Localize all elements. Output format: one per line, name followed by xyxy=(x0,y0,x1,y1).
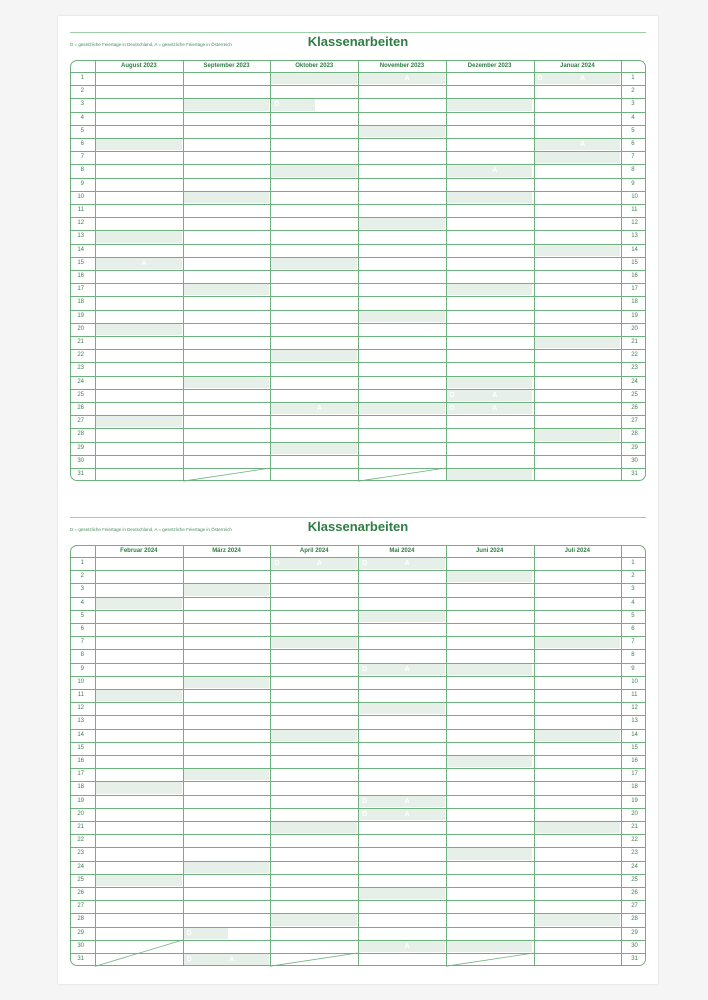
day-number-left: 2 xyxy=(80,573,84,580)
weekend-cell xyxy=(271,350,357,361)
month-header: Januar 2024 xyxy=(559,63,595,69)
day-number-left: 28 xyxy=(77,916,84,923)
day-number-right: 17 xyxy=(631,771,638,778)
holiday-mark: A xyxy=(492,167,498,175)
day-number-left: 7 xyxy=(80,639,84,646)
day-number-left: 10 xyxy=(77,678,84,685)
day-number-right: 2 xyxy=(631,573,635,580)
day-number-right: 24 xyxy=(631,378,638,385)
day-number-left: 25 xyxy=(77,876,84,883)
day-number-left: 20 xyxy=(77,325,84,332)
column-divider xyxy=(270,60,271,481)
weekend-cell xyxy=(271,637,357,648)
holiday-mark: A xyxy=(229,956,235,963)
day-number-left: 21 xyxy=(77,824,84,830)
page-title: Klassenarbeiten xyxy=(307,519,409,534)
day-number-left: 19 xyxy=(77,797,84,804)
day-number-left: 25 xyxy=(77,391,84,398)
invalid-day-strike xyxy=(358,468,446,481)
day-number-right: 20 xyxy=(631,325,638,332)
month-header: Juni 2024 xyxy=(475,548,504,554)
day-number-left: 31 xyxy=(77,956,84,962)
day-number-right: 19 xyxy=(631,797,638,804)
weekend-cell xyxy=(271,165,357,176)
holiday-mark: A xyxy=(404,942,410,950)
weekend-cell xyxy=(184,862,270,873)
weekend-cell xyxy=(535,637,621,648)
planner-section-second-half xyxy=(70,517,646,987)
weekend-cell xyxy=(535,245,621,256)
weekend-cell xyxy=(96,416,182,427)
weekend-cell xyxy=(96,324,182,335)
column-divider xyxy=(95,60,96,481)
day-number-right: 27 xyxy=(631,903,638,910)
weekend-cell xyxy=(447,377,533,388)
day-number-right: 11 xyxy=(631,692,638,698)
holiday-cell xyxy=(535,139,621,150)
day-number-left: 31 xyxy=(77,471,84,477)
day-number-right: 8 xyxy=(631,652,635,659)
weekend-cell xyxy=(447,284,533,295)
weekend-cell xyxy=(271,730,357,741)
day-number-right: 25 xyxy=(631,876,638,883)
day-number-left: 30 xyxy=(77,457,84,464)
holiday-mark: A xyxy=(404,75,410,82)
day-number-left: 15 xyxy=(77,744,84,751)
day-number-right: 5 xyxy=(631,127,635,134)
weekend-cell xyxy=(184,677,270,688)
weekend-cell xyxy=(184,192,270,203)
day-number-right: 1 xyxy=(631,560,635,566)
day-number-right: 26 xyxy=(631,890,638,896)
column-divider xyxy=(183,60,184,481)
weekend-cell xyxy=(447,941,533,952)
month-header: März 2024 xyxy=(212,548,241,554)
holiday-cell xyxy=(359,664,445,675)
day-number-left: 27 xyxy=(77,418,84,425)
day-number-right: 31 xyxy=(631,471,638,477)
day-number-left: 26 xyxy=(77,890,84,896)
day-number-right: 1 xyxy=(631,75,635,81)
day-number-left: 26 xyxy=(77,405,84,411)
weekend-cell xyxy=(535,730,621,741)
day-number-left: 28 xyxy=(77,431,84,438)
day-number-left: 22 xyxy=(77,837,84,844)
day-number-right: 13 xyxy=(631,718,638,725)
day-number-left: 11 xyxy=(77,207,84,213)
strike-line xyxy=(95,940,183,966)
holiday-cell xyxy=(359,796,445,807)
planner-section-first-half xyxy=(70,32,646,502)
day-number-left: 14 xyxy=(77,246,84,253)
column-divider xyxy=(446,60,447,481)
day-number-right: 2 xyxy=(631,88,635,95)
holiday-cell xyxy=(535,73,621,84)
holiday-mark: A xyxy=(404,560,410,567)
day-number-left: 11 xyxy=(77,692,84,698)
day-number-right: 23 xyxy=(631,850,638,857)
day-number-left: 1 xyxy=(80,560,84,566)
day-number-right: 15 xyxy=(631,259,638,266)
day-number-right: 12 xyxy=(631,220,638,227)
holiday-legend: D = gesetzliche Feiertage in Deutschland, A = gesetzliche Feiertage in Österreich xyxy=(70,527,232,532)
day-number-left: 13 xyxy=(77,233,84,240)
holiday-mark: D xyxy=(362,797,368,805)
day-number-left: 29 xyxy=(77,444,84,451)
day-number-left: 4 xyxy=(80,599,84,606)
day-number-right: 29 xyxy=(631,444,638,451)
month-header: Oktober 2023 xyxy=(295,63,334,69)
day-number-left: 6 xyxy=(80,626,84,632)
holiday-mark: A xyxy=(316,405,322,412)
planner-sheet xyxy=(58,16,658,984)
strike-line xyxy=(358,468,446,481)
day-number-left: 23 xyxy=(77,850,84,857)
day-number-right: 14 xyxy=(631,731,638,738)
day-number-left: 12 xyxy=(77,220,84,227)
day-number-left: 13 xyxy=(77,718,84,725)
month-header: August 2023 xyxy=(121,63,157,69)
column-divider xyxy=(446,545,447,966)
invalid-day-strike xyxy=(270,953,358,966)
weekend-cell xyxy=(447,571,533,582)
weekend-cell xyxy=(184,584,270,595)
day-number-right: 21 xyxy=(631,824,638,830)
weekend-cell xyxy=(359,611,445,622)
weekend-cell xyxy=(96,139,182,150)
holiday-mark: D xyxy=(537,75,543,82)
month-header: Juli 2024 xyxy=(564,548,591,554)
column-divider xyxy=(95,545,96,966)
day-number-right: 28 xyxy=(631,916,638,923)
day-number-right: 8 xyxy=(631,167,635,174)
day-number-right: 18 xyxy=(631,299,638,306)
weekend-cell xyxy=(359,218,445,229)
day-number-left: 9 xyxy=(80,180,84,187)
day-number-left: 17 xyxy=(77,771,84,778)
day-number-left: 24 xyxy=(77,378,84,385)
day-number-right: 25 xyxy=(631,391,638,398)
day-number-left: 30 xyxy=(77,942,84,949)
weekend-cell xyxy=(535,337,621,348)
weekend-cell xyxy=(96,598,182,609)
holiday-cell xyxy=(447,165,533,176)
strike-line xyxy=(183,468,271,481)
day-number-right: 28 xyxy=(631,431,638,438)
holiday-mark: A xyxy=(404,665,410,673)
month-header: September 2023 xyxy=(203,63,250,69)
holiday-mark: A xyxy=(316,560,322,567)
column-divider xyxy=(358,545,359,966)
day-number-left: 16 xyxy=(77,273,84,279)
day-number-left: 3 xyxy=(80,101,84,108)
top-rule xyxy=(70,517,646,518)
holiday-cell xyxy=(184,954,270,965)
day-number-left: 10 xyxy=(77,193,84,200)
holiday-cell xyxy=(271,403,357,414)
weekend-cell xyxy=(96,782,182,793)
month-header: Dezember 2023 xyxy=(467,63,512,69)
column-divider xyxy=(534,545,535,966)
weekend-cell xyxy=(96,875,182,886)
day-number-left: 3 xyxy=(80,586,84,593)
invalid-day-strike xyxy=(446,953,534,966)
day-number-right: 4 xyxy=(631,599,635,606)
day-number-right: 10 xyxy=(631,678,638,685)
day-number-left: 4 xyxy=(80,114,84,121)
day-number-right: 17 xyxy=(631,286,638,293)
day-number-right: 9 xyxy=(631,665,635,672)
day-number-right: 30 xyxy=(631,942,638,949)
calendar-table xyxy=(70,60,646,481)
weekend-cell xyxy=(447,469,533,480)
column-divider xyxy=(621,545,622,966)
day-number-left: 2 xyxy=(80,88,84,95)
weekend-cell xyxy=(447,756,533,767)
month-header: Mai 2024 xyxy=(389,548,415,554)
day-number-right: 23 xyxy=(631,365,638,372)
weekend-cell xyxy=(535,914,621,925)
weekend-cell xyxy=(271,822,357,833)
weekend-cell xyxy=(184,769,270,780)
holiday-cell xyxy=(96,258,182,269)
day-number-right: 4 xyxy=(631,114,635,121)
weekend-cell xyxy=(359,126,445,137)
month-header: Februar 2024 xyxy=(120,548,158,554)
day-number-right: 16 xyxy=(631,273,638,279)
day-number-right: 30 xyxy=(631,457,638,464)
weekend-cell xyxy=(184,284,270,295)
holiday-mark: A xyxy=(492,405,498,412)
day-number-right: 21 xyxy=(631,339,638,345)
day-number-left: 15 xyxy=(77,259,84,266)
holiday-cell xyxy=(447,403,533,414)
day-number-right: 19 xyxy=(631,312,638,319)
weekend-cell xyxy=(535,429,621,440)
page-title: Klassenarbeiten xyxy=(307,34,409,49)
weekend-cell xyxy=(271,443,357,454)
holiday-cell xyxy=(271,558,357,569)
weekend-cell xyxy=(447,848,533,859)
holiday-cell xyxy=(359,941,445,952)
day-number-right: 31 xyxy=(631,956,638,962)
day-number-right: 20 xyxy=(631,810,638,817)
holiday-mark: D xyxy=(274,101,280,109)
day-number-right: 22 xyxy=(631,352,638,359)
holiday-cell xyxy=(447,390,533,401)
day-number-right: 11 xyxy=(631,207,638,213)
month-header: April 2024 xyxy=(299,548,329,554)
day-number-left: 8 xyxy=(80,652,84,659)
weekend-cell xyxy=(447,664,533,675)
invalid-day-strike xyxy=(95,940,183,966)
day-number-right: 7 xyxy=(631,154,635,161)
weekend-cell xyxy=(359,403,445,414)
day-number-right: 7 xyxy=(631,639,635,646)
weekend-cell xyxy=(359,311,445,322)
day-number-right: 26 xyxy=(631,405,638,411)
day-number-right: 15 xyxy=(631,744,638,751)
column-divider xyxy=(183,545,184,966)
calendar-table xyxy=(70,545,646,966)
column-divider xyxy=(358,60,359,481)
day-number-left: 29 xyxy=(77,929,84,936)
weekend-cell xyxy=(447,99,533,110)
day-number-right: 27 xyxy=(631,418,638,425)
day-number-right: 3 xyxy=(631,101,635,108)
day-number-left: 27 xyxy=(77,903,84,910)
day-number-right: 13 xyxy=(631,233,638,240)
day-number-left: 12 xyxy=(77,705,84,712)
day-number-right: 18 xyxy=(631,784,638,791)
day-number-left: 23 xyxy=(77,365,84,372)
day-number-right: 22 xyxy=(631,837,638,844)
day-number-left: 5 xyxy=(80,127,84,134)
day-number-left: 19 xyxy=(77,312,84,319)
weekend-cell xyxy=(359,888,445,899)
weekend-cell xyxy=(184,377,270,388)
holiday-mark: A xyxy=(579,141,586,148)
weekend-cell xyxy=(271,258,357,269)
holiday-mark: A xyxy=(404,810,410,818)
day-number-right: 16 xyxy=(631,758,638,764)
weekend-cell xyxy=(184,99,270,110)
weekend-cell xyxy=(535,822,621,833)
day-number-right: 6 xyxy=(631,626,635,632)
day-number-left: 7 xyxy=(80,154,84,161)
column-divider xyxy=(534,60,535,481)
holiday-cell xyxy=(359,809,445,820)
day-number-left: 14 xyxy=(77,731,84,738)
holiday-mark: A xyxy=(404,797,410,805)
day-number-left: 24 xyxy=(77,863,84,870)
day-number-left: 22 xyxy=(77,352,84,359)
weekend-cell xyxy=(96,690,182,701)
weekend-cell xyxy=(96,231,182,242)
day-number-left: 6 xyxy=(80,141,84,147)
strike-line xyxy=(446,953,534,966)
holiday-mark: D xyxy=(362,560,368,567)
weekend-cell xyxy=(359,703,445,714)
day-number-right: 9 xyxy=(631,180,635,187)
day-number-left: 17 xyxy=(77,286,84,293)
holiday-mark: A xyxy=(579,75,586,82)
day-number-left: 9 xyxy=(80,665,84,672)
holiday-mark: D xyxy=(274,560,280,567)
day-number-left: 21 xyxy=(77,339,84,345)
top-rule xyxy=(70,32,646,33)
day-number-right: 29 xyxy=(631,929,638,936)
day-number-right: 24 xyxy=(631,863,638,870)
day-number-left: 1 xyxy=(80,75,84,81)
weekend-cell xyxy=(271,73,357,84)
month-header: November 2023 xyxy=(379,63,425,69)
holiday-mark: D xyxy=(449,405,455,412)
holiday-mark: A xyxy=(492,391,498,399)
day-number-right: 3 xyxy=(631,586,635,593)
holiday-mark: A xyxy=(141,259,147,267)
holiday-mark: D xyxy=(186,929,192,937)
holiday-cell xyxy=(359,73,445,84)
day-number-right: 5 xyxy=(631,612,635,619)
day-number-right: 12 xyxy=(631,705,638,712)
day-number-left: 18 xyxy=(77,299,84,306)
invalid-day-strike xyxy=(183,468,271,481)
column-divider xyxy=(621,60,622,481)
weekend-cell xyxy=(271,914,357,925)
holiday-legend: D = gesetzliche Feiertage in Deutschland, A = gesetzliche Feiertage in Österreich xyxy=(70,42,232,47)
holiday-cell xyxy=(359,558,445,569)
day-number-left: 8 xyxy=(80,167,84,174)
day-number-right: 10 xyxy=(631,193,638,200)
day-number-right: 14 xyxy=(631,246,638,253)
holiday-mark: D xyxy=(449,391,455,399)
day-number-left: 18 xyxy=(77,784,84,791)
weekend-cell xyxy=(447,192,533,203)
column-divider xyxy=(270,545,271,966)
weekend-cell xyxy=(535,152,621,163)
strike-line xyxy=(270,953,358,966)
holiday-mark: D xyxy=(362,810,368,818)
day-number-left: 5 xyxy=(80,612,84,619)
holiday-mark: D xyxy=(362,665,368,673)
day-number-left: 16 xyxy=(77,758,84,764)
holiday-mark: D xyxy=(186,956,192,963)
day-number-left: 20 xyxy=(77,810,84,817)
day-number-right: 6 xyxy=(631,141,635,147)
